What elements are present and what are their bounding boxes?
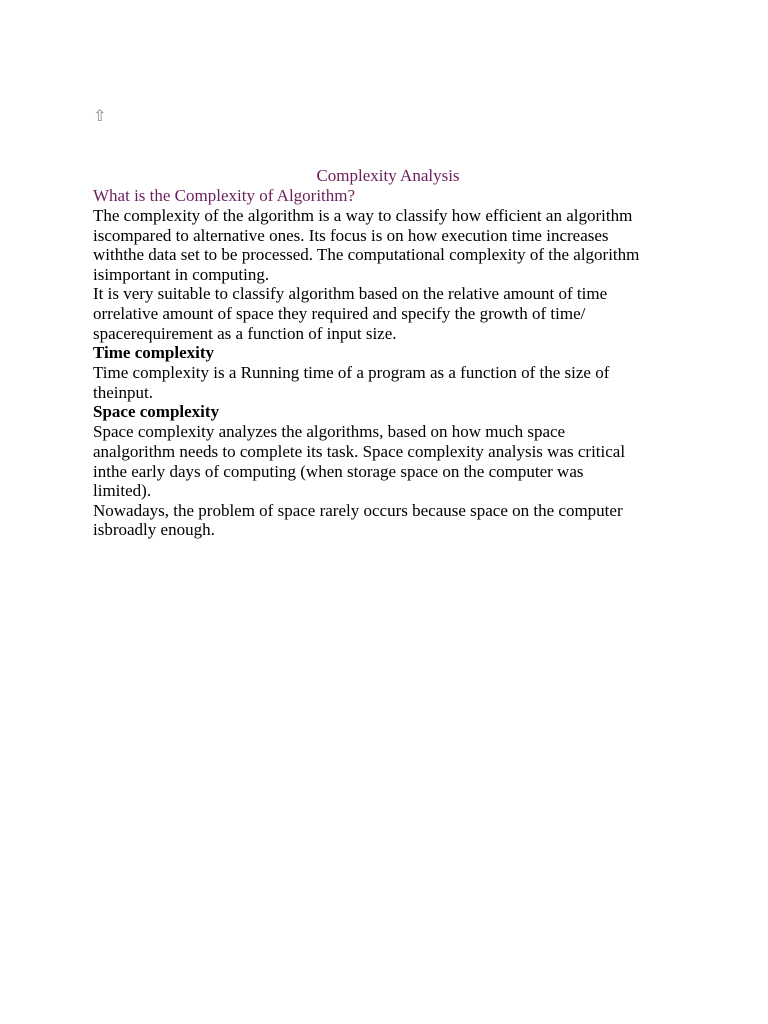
paragraph-line: iscompared to alternative ones. Its focus is on how execution time increases — [93, 225, 609, 245]
time-complexity-paragraph — [93, 363, 683, 402]
paragraph-line: isimportant in computing. — [93, 264, 270, 284]
paragraph-line: spacerequirement as a function of input size. — [93, 323, 397, 343]
document-title: Complexity Analysis — [316, 166, 460, 185]
paragraph-line: Time complexity is a Running time of a program as a function of the size of — [93, 363, 610, 383]
paragraph-line: withthe data set to be processed. The computational complexity of the algorithm — [93, 245, 640, 265]
paragraph-line: inthe early days of computing (when storage space on the computer was — [93, 461, 584, 481]
paragraph-line: limited). — [93, 481, 152, 501]
paragraph-line: Nowadays, the problem of space rarely occurs because space on the computer — [93, 500, 623, 520]
space-complexity-paragraph — [93, 422, 683, 500]
up-arrow-icon: ⇧ — [93, 106, 107, 125]
paragraph-line: analgorithm needs to complete its task. Space complexity analysis was critical — [93, 441, 626, 461]
paragraph-line: orrelative amount of space they required and specify the growth of time/ — [93, 303, 586, 323]
paragraph-line: It is very suitable to classify algorithm based on the relative amount of time — [93, 284, 608, 304]
time-complexity-heading: Time complexity — [93, 343, 215, 363]
spacer — [93, 126, 683, 166]
nowadays-paragraph — [93, 501, 683, 540]
document-subtitle: What is the Complexity of Algorithm? — [93, 186, 356, 205]
intro-paragraph — [93, 206, 683, 284]
paragraph-line: The complexity of the algorithm is a way to classify how efficient an algorithm — [93, 206, 633, 225]
paragraph-line: isbroadly enough. — [93, 520, 215, 540]
paragraph-line: theinput. — [93, 382, 153, 402]
space-complexity-heading: Space complexity — [93, 402, 220, 422]
paragraph-line: Space complexity analyzes the algorithms, based on how much space — [93, 422, 566, 442]
document-page — [93, 106, 683, 540]
classify-paragraph — [93, 284, 683, 343]
